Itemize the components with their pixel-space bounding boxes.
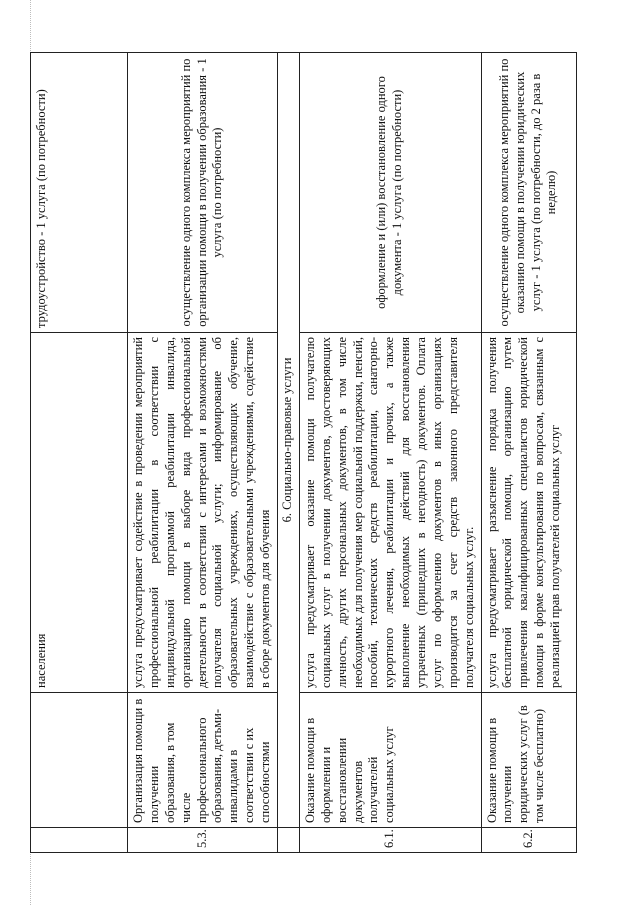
rotated-table-frame <box>30 53 562 853</box>
section-num-cell <box>277 828 299 853</box>
service-volume: осуществление одного комплекса мероприятий по оказанию помощи в получении юридических услуг - 1 услуга (по потребности, до 2 раза в неделю) <box>481 53 576 333</box>
table-cell-num <box>31 828 128 853</box>
section-row <box>277 53 299 853</box>
table-row <box>31 53 128 853</box>
table-row <box>481 53 576 853</box>
service-volume: осуществление одного комплекса мероприятий по организации помощи в получении образования - 1 услуга (по потребности) <box>128 53 278 333</box>
row-number: 6.1. <box>299 828 481 853</box>
table-cell-volume: трудоустройство - 1 услуга (по потребности) <box>31 53 128 333</box>
service-volume: оформление и (или) восстановление одного документа - 1 услуга (по потребности) <box>299 53 481 333</box>
service-name: Оказание помощи в оформлении и восстановлении документов получателей социальных услуг <box>299 693 481 828</box>
service-name: Организация помощи в получении образования, в том числе профессионального образования, детьми-инвалидами в соответствии с их способностями <box>128 693 278 828</box>
table-row <box>128 53 278 853</box>
service-description: услуга предусматривает содействие в проведении мероприятий профессиональной реабилитации в соответствии с индивидуальной программой реабилитации инвалида, организацию помощи в выборе вида профессиональной деятельности в соответствии с интересами и возможностями получателя социальной услуги; информирование об образовательных учреждениях, осуществляющих обучение, взаимодействие с образовательными учреждениями, содействие в сборе документов для обучения <box>128 333 278 693</box>
services-table <box>30 52 577 853</box>
row-number: 6.2. <box>481 828 576 853</box>
row-number: 5.3. <box>128 828 278 853</box>
table-cell-desc: населения <box>31 333 128 693</box>
service-description: услуга предусматривает оказание помощи получателю социальных услуг в получении документов, удостоверяющих личность, других персональных документов, в том числе необходимых для получения мер социальной поддержки, пенсий, пособий, технических средств реабилитации, санаторно-курортного лечения, реабилитации и прочих, а также выполнение необходимых действий для восстановления утраченных (пришедших в негодность) документов. Оплата услуг по оформлению документов в иных организациях производится за счет средств законного представителя получателя социальных услуг. <box>299 333 481 693</box>
table-cell-name <box>31 693 128 828</box>
service-description: услуга предусматривает разъяснение порядка получения бесплатной юридической помощи, организацию путем привлечения квалифицированных специалистов юридической помощи в форме консультирования по вопросам, связанным с реализацией прав получателей социальных услуг <box>481 333 576 693</box>
section-title: 6. Социально-правовые услуги <box>277 53 299 828</box>
service-name: Оказание помощи в получении юридических услуг (в том числе бесплатно) <box>481 693 576 828</box>
table-row <box>299 53 481 853</box>
